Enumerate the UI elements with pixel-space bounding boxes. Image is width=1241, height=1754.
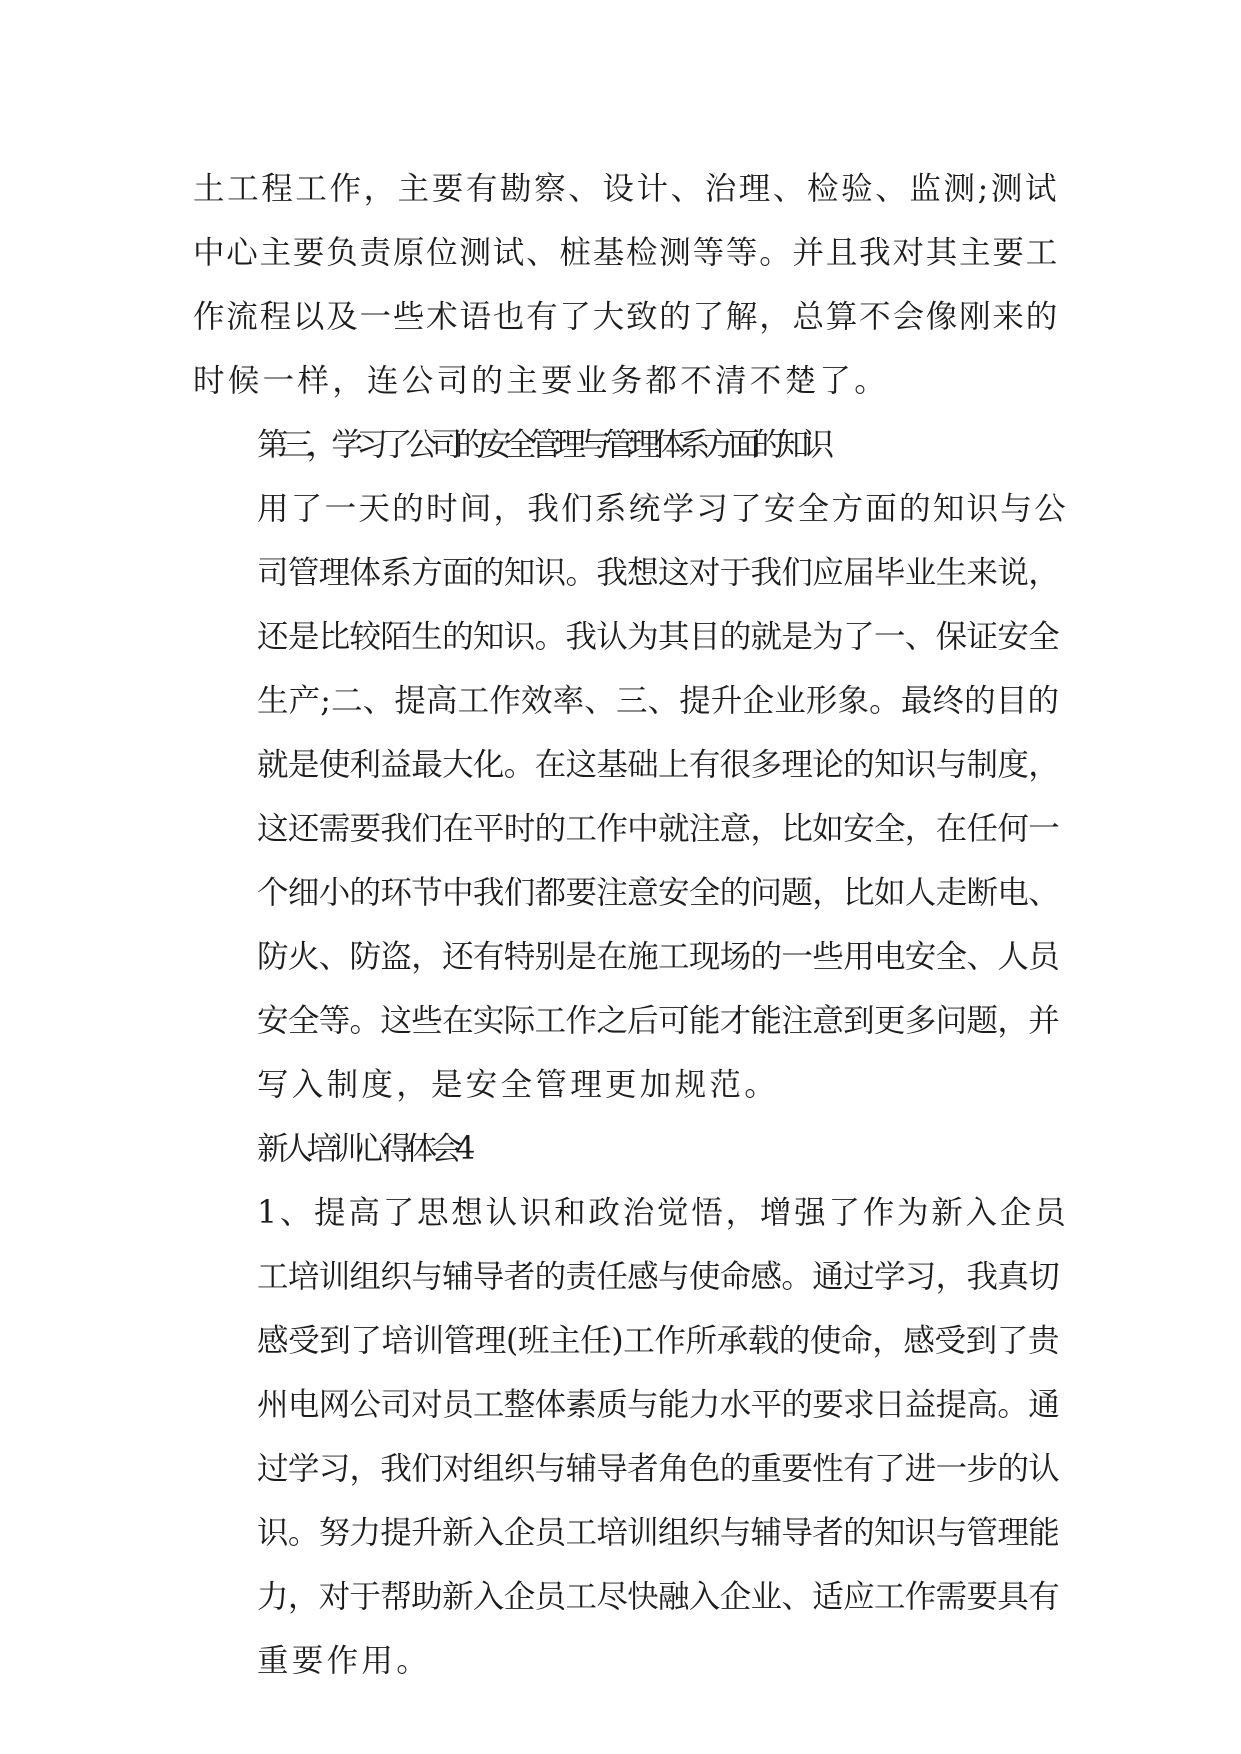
text-line: 1、提高了思想认识和政治觉悟，增强了作为新入企员 — [257, 1195, 1059, 1231]
text-line: 感受到了培训管理(班主任)工作所承载的使命，感受到了贵 — [257, 1323, 1059, 1359]
text-line: 重要作用。 — [257, 1643, 432, 1679]
text-line: 个细小的环节中我们都要注意安全的问题，比如人走断电、 — [257, 875, 1059, 911]
section-heading-safety — [193, 413, 1059, 477]
text-line: 用了一天的时间，我们系统学习了安全方面的知识与公 — [257, 491, 1059, 527]
text-line: 过学习，我们对组织与辅导者角色的重要性有了进一步的认 — [257, 1451, 1059, 1487]
text-line: 时候一样，连公司的主要业务都不清不楚了。 — [193, 363, 890, 399]
text-line: 工培训组织与辅导者的责任感与使命感。通过学习，我真切 — [257, 1259, 1059, 1295]
text-line: 防火、防盗，还有特别是在施工现场的一些用电安全、人员 — [257, 939, 1059, 975]
text-line: 就是使利益最大化。在这基础上有很多理论的知识与制度， — [257, 747, 1059, 783]
section-title-4 — [193, 1117, 1059, 1181]
text-line: 还是比较陌生的知识。我认为其目的就是为了一、保证安全 — [257, 619, 1059, 655]
text-line: 生产;二、提高工作效率、三、提升企业形象。最终的目的 — [257, 683, 1059, 719]
text-line: 这还需要我们在平时的工作中就注意，比如安全，在任何一 — [257, 811, 1059, 847]
text-line: 中心主要负责原位测试、桩基检测等等。并且我对其主要工 — [193, 235, 1059, 271]
text-line: 司管理体系方面的知识。我想这对于我们应届毕业生来说， — [257, 555, 1059, 591]
text-line: 土工程工作，主要有勘察、设计、治理、检验、监测;测试 — [193, 171, 1059, 207]
text-line: 力，对于帮助新入企员工尽快融入企业、适应工作需要具有 — [257, 1579, 1059, 1615]
paragraph-3 — [193, 477, 1059, 1117]
paragraph-1 — [193, 157, 1059, 413]
text-line: 第三，学习了公司的安全管理与管理体系方面的知识 — [257, 427, 828, 463]
text-line: 州电网公司对员工整体素质与能力水平的要求日益提高。通 — [257, 1387, 1059, 1423]
text-line: 安全等。这些在实际工作之后可能才能注意到更多问题，并 — [257, 1003, 1059, 1039]
text-line: 识。努力提升新入企员工培训组织与辅导者的知识与管理能 — [257, 1515, 1059, 1551]
text-line: 作流程以及一些术语也有了大致的了解，总算不会像刚来的 — [193, 299, 1059, 335]
text-line: 新人培训心得体会4 — [257, 1131, 469, 1167]
document-body — [193, 157, 1059, 1693]
text-line: 写入制度，是安全管理更加规范。 — [257, 1067, 780, 1103]
paragraph-5 — [193, 1181, 1059, 1693]
